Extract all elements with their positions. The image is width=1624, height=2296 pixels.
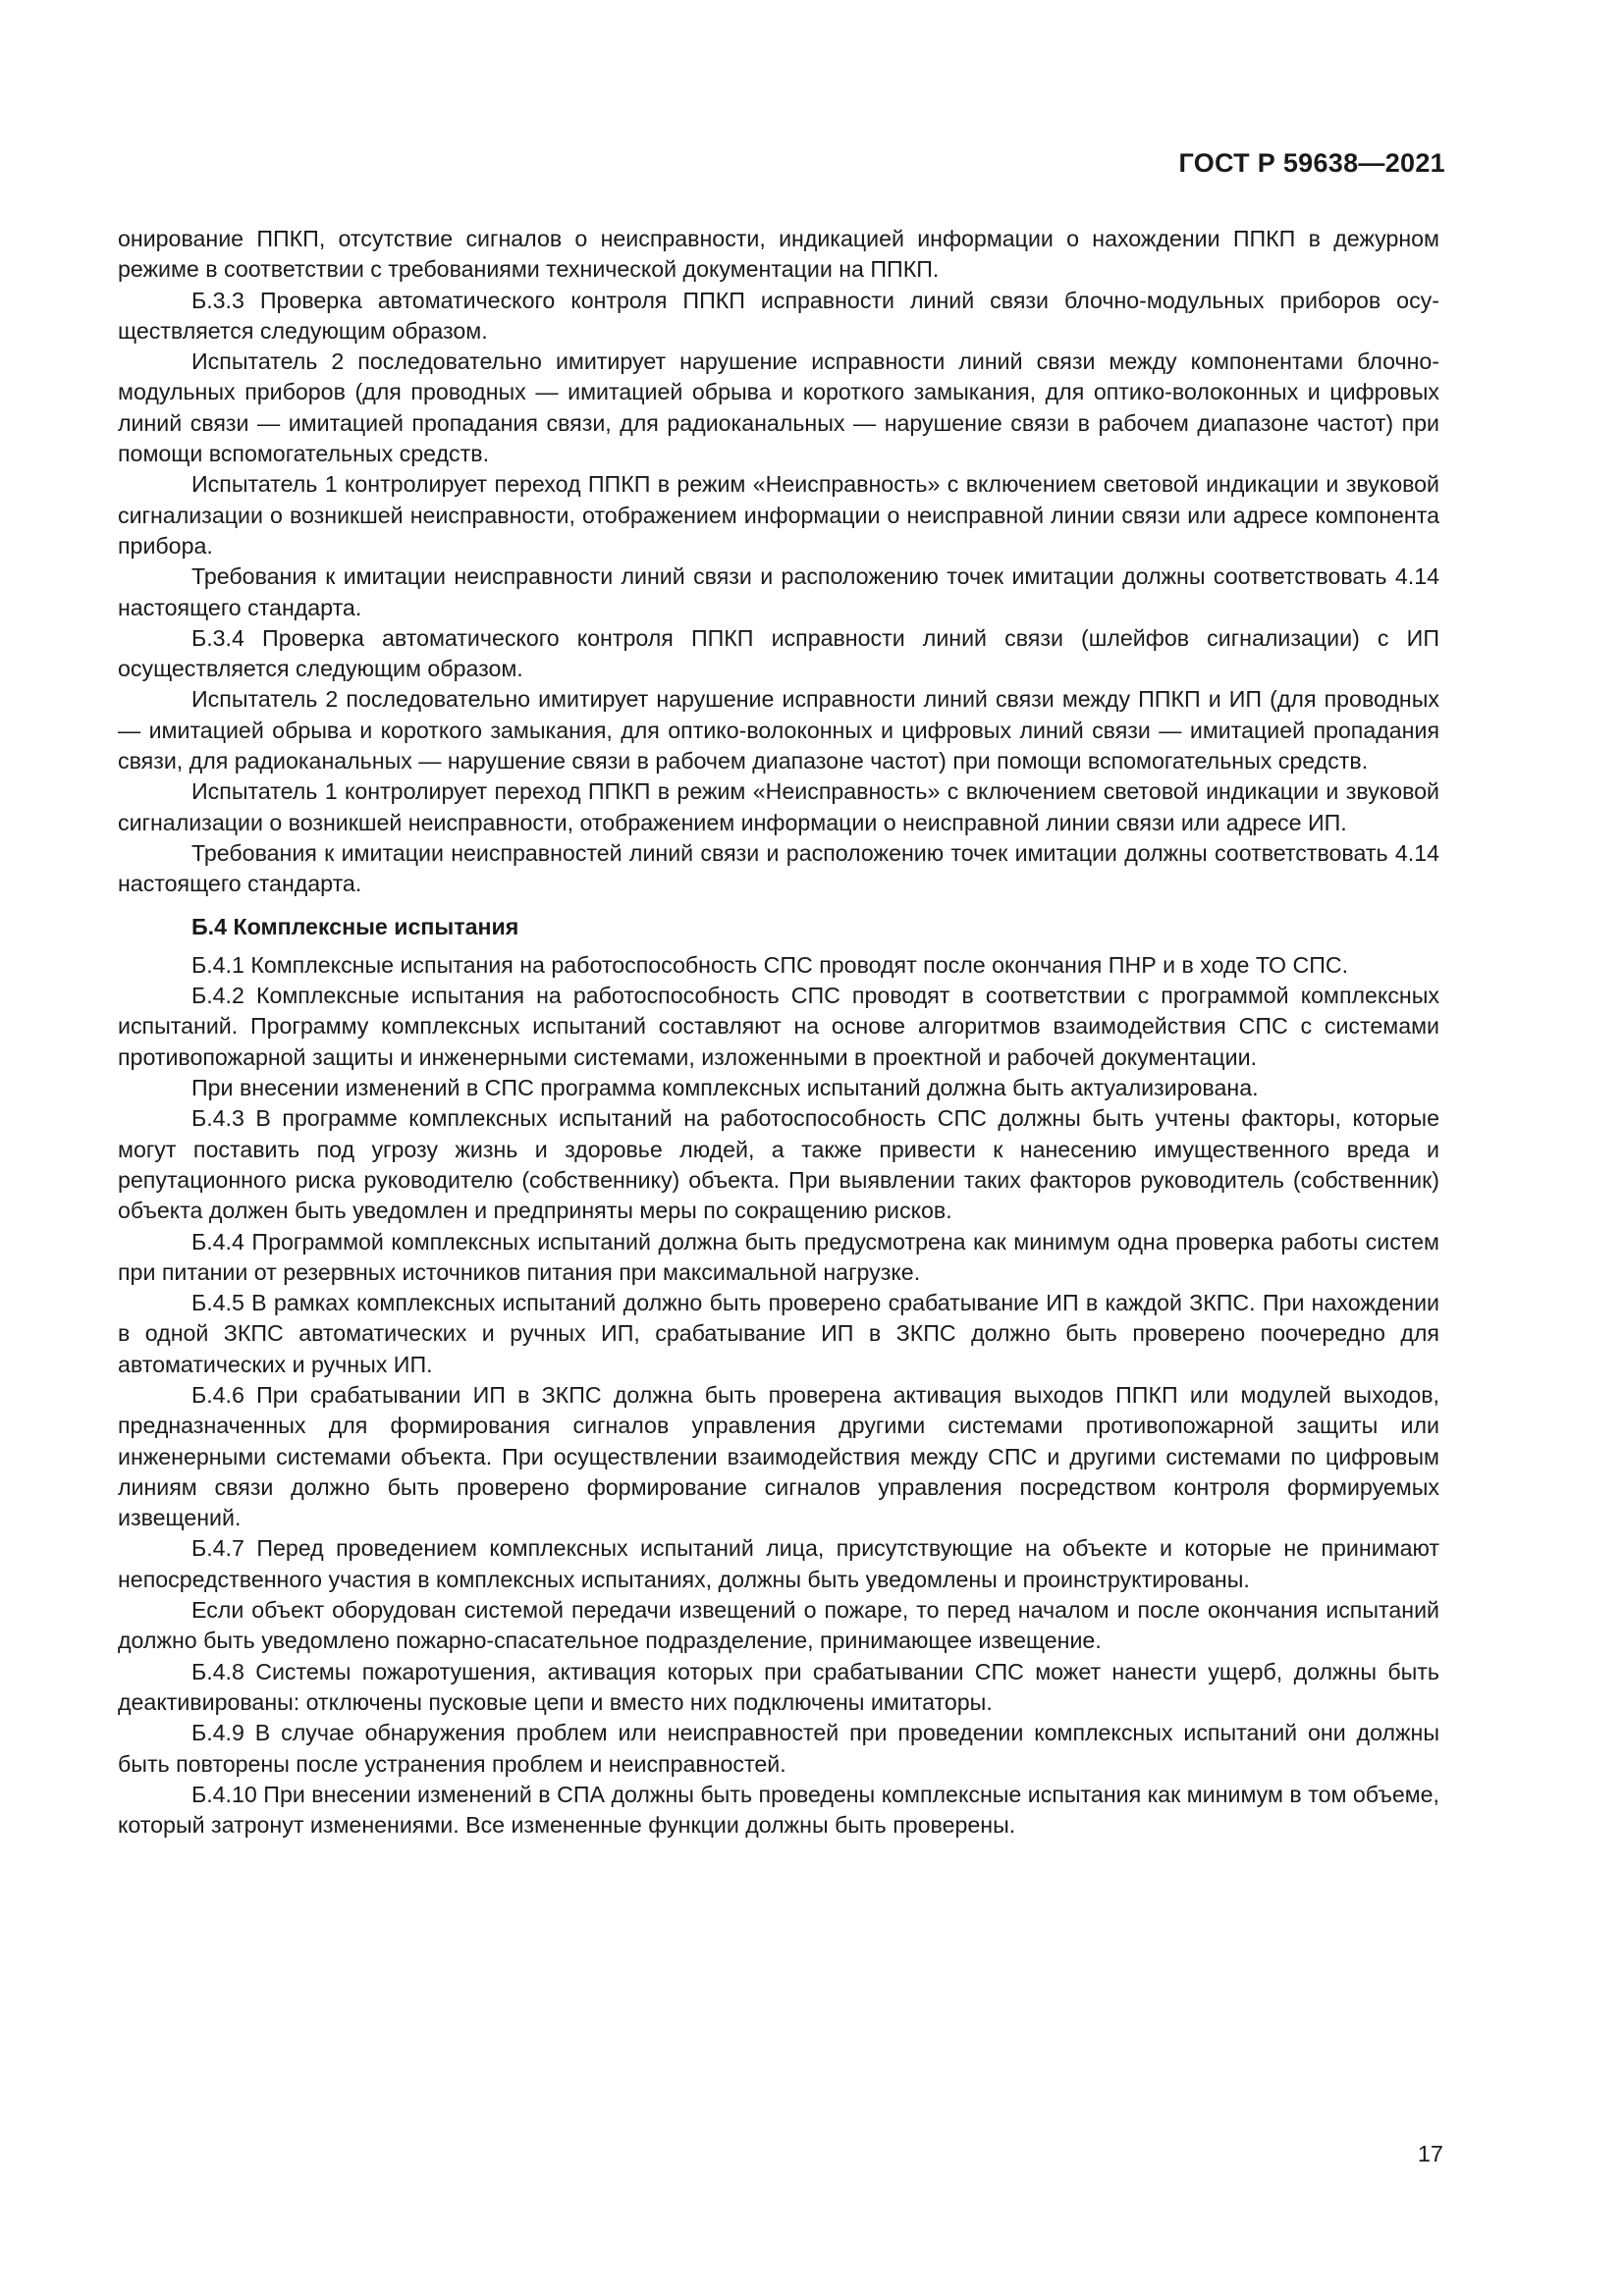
paragraph: Б.4.6 При срабатывании ИП в ЗКПС должна быть проверена активация выходов ППКП или модулей выходов, предназначенных для формирования сигналов управления другими системами противопожарной защиты или инженерными системами объекта. При осуществлении взаимодействия между СПС и другими системами по цифровым линиям связи должно быть проверено формирование сигналов управления посредством контроля формируемых извещений. [118, 1381, 1439, 1531]
paragraph: онирование ППКП, отсутствие сигналов о неисправности, индикацией информации о нахождении ППКП в дежурном режиме в соответствии с требованиями технической документации на ППКП. [118, 226, 1439, 283]
document-body [118, 224, 1439, 1841]
paragraph: Б.4.7 Перед проведением комплексных испытаний лица, присутствующие на объекте и которые не принимают непосредственного участия в комплексных испытаниях, должны быть уведомлены и проинструктированы. [118, 1535, 1439, 1592]
paragraph: Б.3.3 Проверка автоматического контроля ППКП исправности линий связи блочно-модульных приборов осуществляется следующим образом. [118, 287, 1439, 344]
paragraph: Б.4.4 Программой комплексных испытаний должна быть предусмотрена как минимум одна проверка работы систем при питании от резервных источников питания при максимальной нагрузке. [118, 1228, 1439, 1285]
paragraph: Если объект оборудован системой передачи извещений о пожаре, то перед началом и после окончания испытаний должно быть уведомлено пожарно-спасательное подразделение, принимающее извещение. [118, 1597, 1439, 1654]
paragraph: Б.3.4 Проверка автоматического контроля ППКП исправности линий связи (шлейфов сигнализации) с ИП осуществляется следующим образом. [118, 624, 1439, 682]
paragraph: При внесении изменений в СПС программа комплексных испытаний должна быть актуализирована. [191, 1075, 1259, 1101]
paragraph: Б.4.5 В рамках комплексных испытаний должно быть проверено срабатывание ИП в каждой ЗКПС. При нахождении в одной ЗКПС автоматических и ручных ИП, срабатывание ИП в ЗКПС должно быть проверено поочередно для автоматических и ручных ИП. [118, 1290, 1439, 1377]
paragraph: Испытатель 2 последовательно имитирует нарушение исправности линий связи между ППКП и ИП (для проводных — имитацией обрыва и короткого замыкания, для оптико-волоконных и цифровых линий связи — имитацией пропадания связи, для радиоканальных — нарушение связи в рабочем диапазоне частот) при помощи вспомогательных средств. [118, 686, 1439, 774]
paragraph: Испытатель 2 последовательно имитирует нарушение исправности линий связи между компонентами блочно-модульных приборов (для проводных — имитацией обрыва и короткого замыкания, для оптико-волоконных и цифровых линий связи — имитацией пропадания связи, для радиоканальных — нарушение связи в рабочем диапазоне частот) при помощи вспомогательных средств. [118, 348, 1439, 467]
standard-id-header: ГОСТ Р 59638—2021 [1178, 148, 1445, 178]
paragraph: Испытатель 1 контролирует переход ППКП в режим «Неисправность» с включением световой индикации и звуковой сигнализации о возникшей неисправности, отображением информации о неисправной линии связи или адресе компонента прибора. [118, 471, 1439, 559]
page-number: 17 [1417, 2141, 1443, 2166]
section-heading: Б.4 Комплексные испытания [191, 913, 519, 939]
paragraph: Б.4.9 В случае обнаружения проблем или неисправностей при проведении комплексных испытаний они должны быть повторены после устранения проблем и неисправностей. [118, 1720, 1439, 1777]
paragraph: Б.4.1 Комплексные испытания на работоспособность СПС проводят после окончания ПНР и в ходе ТО СПС. [191, 951, 1349, 978]
paragraph: Б.4.8 Системы пожаротушения, активация которых при срабатывании СПС может нанести ущерб, должны быть деактивированы: отключены пусковые цепи и вместо них подключены имитаторы. [118, 1658, 1439, 1715]
paragraph: Б.4.2 Комплексные испытания на работоспособность СПС проводят в соответствии с программой комплексных испытаний. Программу комплексных испытаний составляют на основе алгоритмов взаимодействия СПС с системами противопожарной защиты и инженерными системами, изложенными в проектной и рабочей документации. [118, 983, 1439, 1070]
paragraph: Испытатель 1 контролирует переход ППКП в режим «Неисправность» с включением световой индикации и звуковой сигнализации о возникшей неисправности, отображением информации о неисправной линии связи или адресе ИП. [118, 778, 1439, 835]
paragraph: Требования к имитации неисправности линий связи и расположению точек имитации должны соответствовать 4.14 настоящего стандарта. [118, 563, 1439, 620]
paragraph: Б.4.10 При внесении изменений в СПА должны быть проведены комплексные испытания как минимум в том объеме, который затронут изменениями. Все измененные функции должны быть проверены. [118, 1781, 1439, 1839]
paragraph: Б.4.3 В программе комплексных испытаний на работоспособность СПС должны быть учтены факторы, которые могут поставить под угрозу жизнь и здоровье людей, а также привести к нанесению имущественного вреда и репутационного риска руководителю (собственнику) объекта. При выявлении таких факторов руководитель (собственник) объекта должен быть уведомлен и предприняты меры по сокращению рисков. [118, 1105, 1439, 1224]
paragraph: Требования к имитации неисправностей линий связи и расположению точек имитации должны соответствовать 4.14 настоящего стандарта. [118, 839, 1439, 897]
